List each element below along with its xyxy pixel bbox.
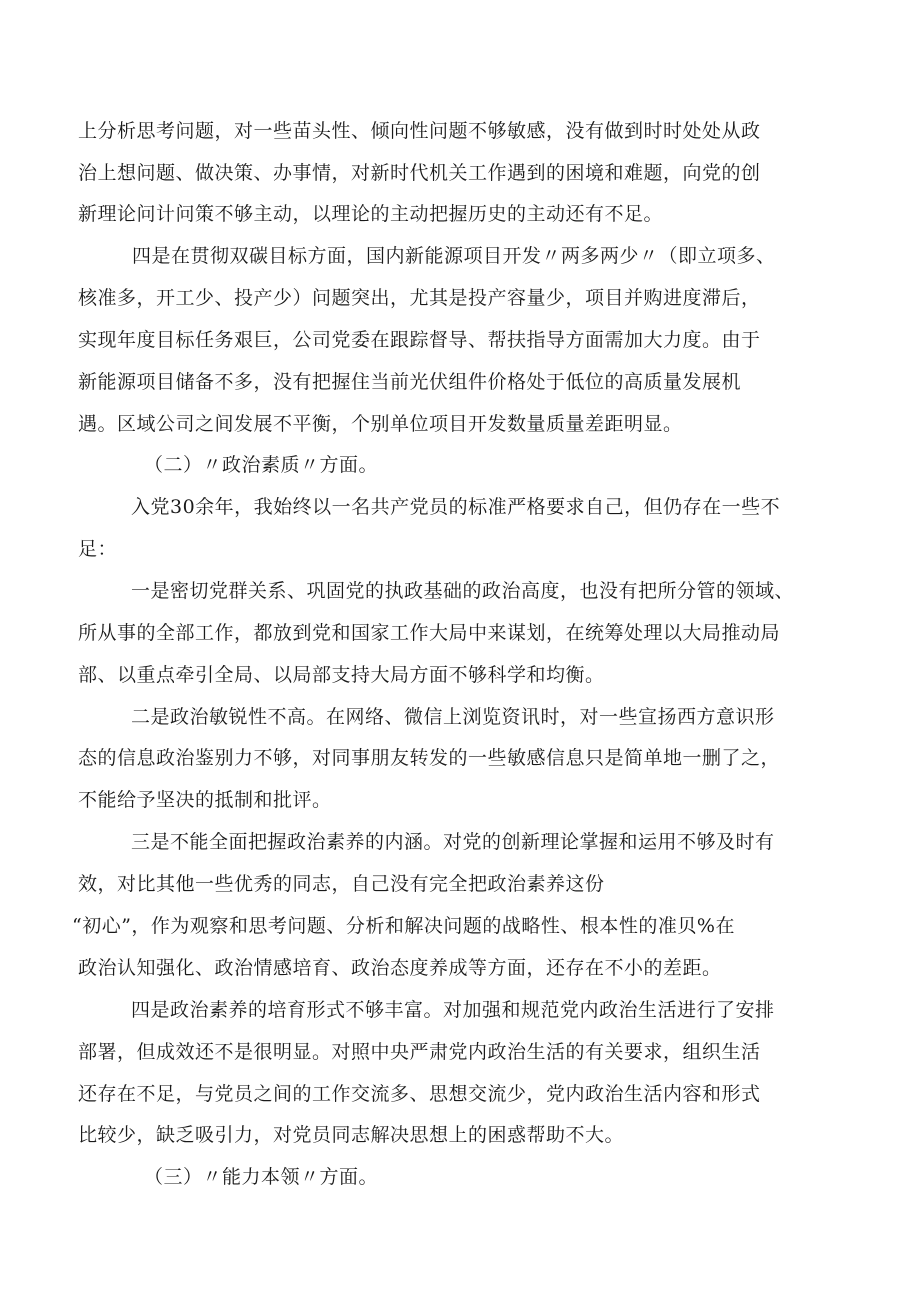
text-line: 上分析思考问题，对一些苗头性、倾向性问题不够敏感，没有做到时时处处从政 [78,120,761,142]
text-line: 新能源项目储备不多，没有把握住当前光伏组件价格处于低位的高质量发展机 [78,371,742,393]
text-line: 实现年度目标任务艰巨，公司党委在跟踪督导、帮扶指导方面需加大力度。由于 [78,329,761,351]
text-line: 遇。区域公司之间发展不平衡，个别单位项目开发数量质量差距明显。 [78,413,683,435]
text-line: 一是密切党群关系、巩固党的执政基础的政治高度，也没有把所分管的领域、 [131,580,795,602]
text-line: 新理论问计问策不够主动，以理论的主动把握历史的主动还有不足。 [78,203,664,225]
text-line: 治上想问题、做决策、办事情，对新时代机关工作遇到的困境和难题，向党的创 [78,162,761,184]
text-line: 核准多，开工少、投产少）问题突出，尤其是投产容量少，项目并购进度滞后， [78,287,761,309]
text-line: 还存在不足，与党员之间的工作交流多、思想交流少，党内政治生活内容和形式 [78,1083,761,1105]
text-line: 部署，但成效还不是很明显。对照中央严肃党内政治生活的有关要求，组织生活 [78,1041,761,1063]
text-line: 足： [78,538,118,560]
text-line: 入党30余年，我始终以一名共产党员的标准严格要求自己，但仍存在一些不 [131,496,781,518]
section-heading: （三）〃能力本领〃方面。 [144,1166,379,1188]
text-line: 效，对比其他一些优秀的同志，自己没有完全把政治素养这份 [78,873,605,895]
text-line: 三是不能全面把握政治素养的内涵。对党的创新理论掌握和运用不够及时有 [131,831,775,853]
section-heading: （二）〃政治素质〃方面。 [144,454,379,476]
text-line: “初心”，作为观察和思考问题、分析和解决问题的战略性、根本性的准贝%在 [72,915,735,937]
text-line: 部、以重点牵引全局、以局部支持大局方面不够科学和均衡。 [78,664,605,686]
text-line: 政治认知强化、政治情感培育、政治态度养成等方面，还存在不小的差距。 [78,957,722,979]
text-line: 比较少，缺乏吸引力，对党员同志解决思想上的困惑帮助不大。 [78,1124,625,1146]
text-line: 态的信息政治鉴别力不够，对同事朋友转发的一些敏感信息只是简单地一删了之， [78,747,781,769]
text-line: 四是政治素养的培育形式不够丰富。对加强和规范党内政治生活进行了安排 [131,999,775,1021]
text-line: 二是政治敏锐性不高。在网络、微信上浏览资讯时，对一些宣扬西方意识形 [131,706,775,728]
text-line: 四是在贯彻双碳目标方面，国内新能源项目开发〃两多两少〃（即立项多、 [132,245,776,267]
text-line: 所从事的全部工作，都放到党和国家工作大局中来谋划，在统筹处理以大局推动局 [78,622,781,644]
text-line: 不能给予坚决的抵制和批评。 [78,789,332,811]
